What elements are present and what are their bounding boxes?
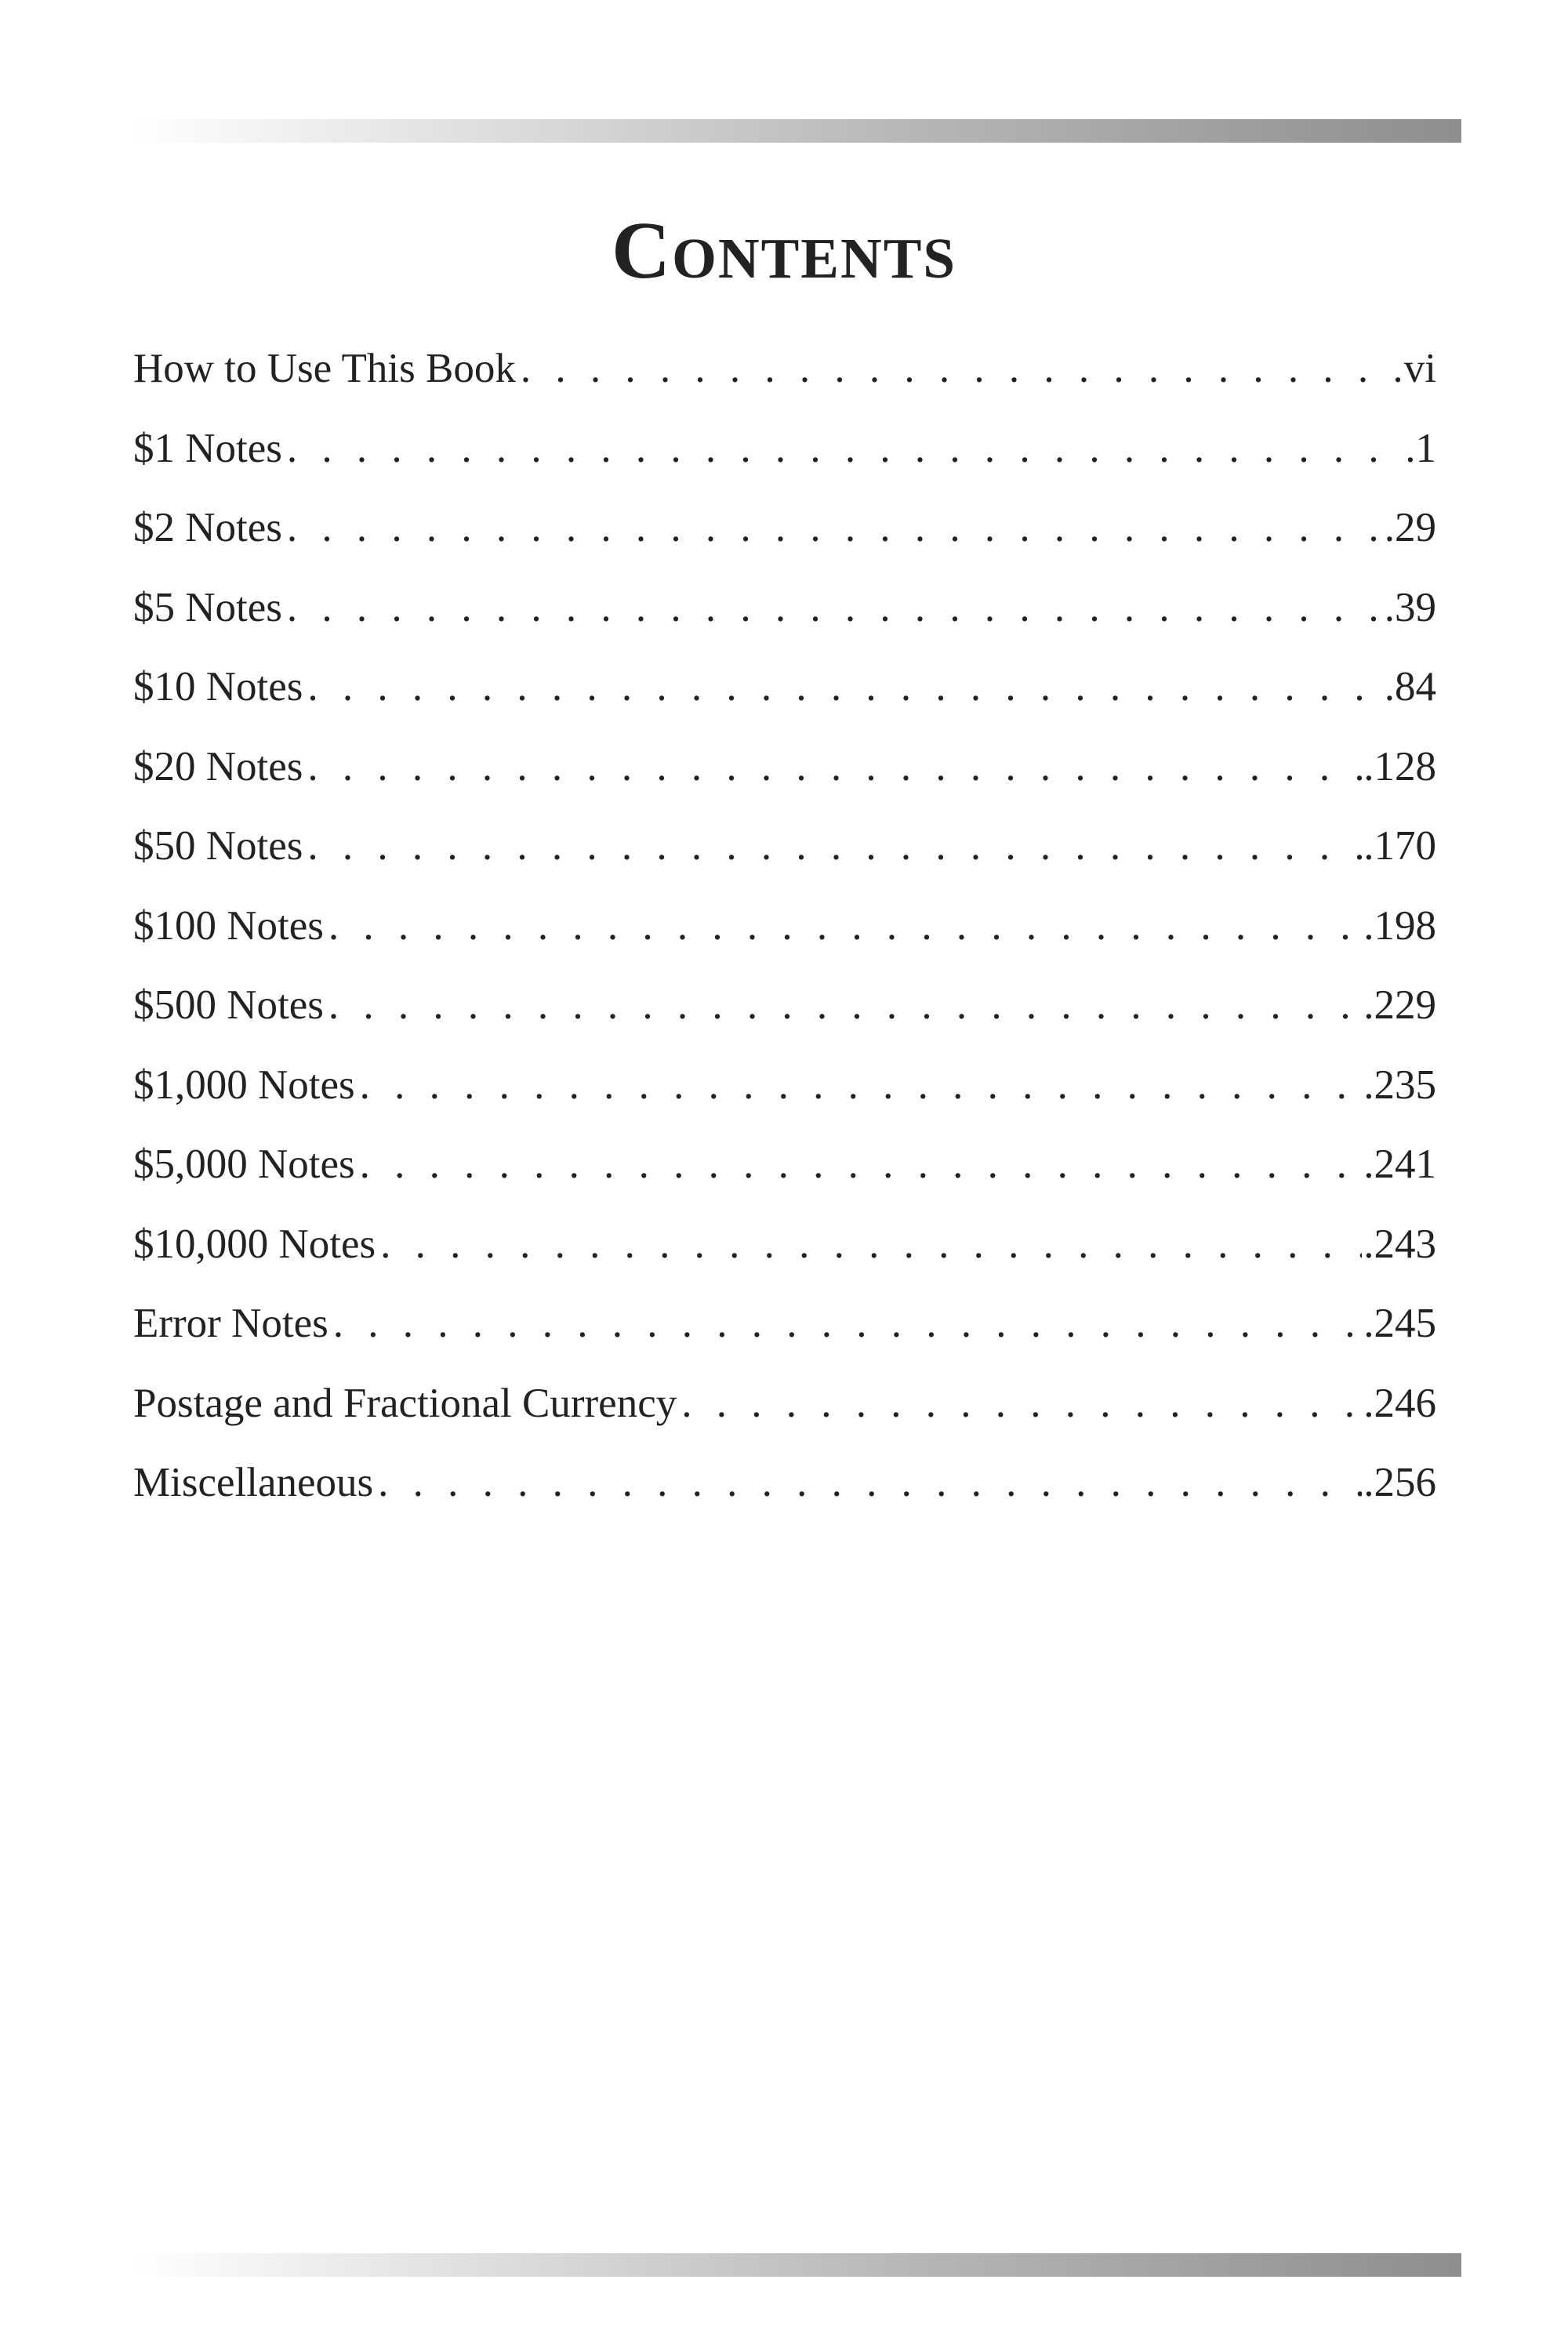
toc-entry[interactable] [133, 648, 1436, 728]
toc-entry[interactable] [133, 728, 1436, 808]
toc-entry-page: .84 [1384, 664, 1436, 710]
toc-entry-page: .245 [1363, 1301, 1436, 1346]
toc-entry[interactable] [133, 568, 1436, 648]
toc-entry-page: .229 [1363, 982, 1436, 1028]
dot-leader [378, 1443, 1362, 1523]
toc-entry-label: Error Notes [133, 1301, 328, 1346]
dot-leader [333, 1284, 1363, 1364]
toc-entry[interactable] [133, 1205, 1436, 1285]
toc-entry[interactable] [133, 1443, 1436, 1523]
dot-leader [360, 1125, 1363, 1205]
toc-entry-label: $20 Notes [133, 743, 303, 789]
toc-entry[interactable] [133, 807, 1436, 887]
toc-entry-page: vi [1403, 346, 1436, 391]
toc-entry-label: $1,000 Notes [133, 1062, 355, 1108]
dot-leader [307, 648, 1382, 728]
toc-entry-page: .256 [1363, 1460, 1436, 1505]
toc-entry[interactable] [133, 1125, 1436, 1205]
dot-leader [328, 966, 1362, 1046]
toc-entry-page: .198 [1363, 902, 1436, 949]
dot-leader [360, 1046, 1363, 1126]
toc-entry-label: $5 Notes [133, 584, 282, 630]
toc-entry-label: $500 Notes [133, 982, 324, 1028]
dot-leader [328, 887, 1362, 967]
toc-entry-label: $1 Notes [133, 425, 282, 471]
page-title: Contents [612, 205, 956, 296]
toc-entry-label: Postage and Fractional Currency [133, 1380, 677, 1426]
top-decorative-rule [133, 119, 1461, 143]
dot-leader [287, 488, 1383, 568]
toc-entry[interactable] [133, 329, 1436, 409]
toc-entry-page: .128 [1363, 743, 1436, 789]
dot-leader [307, 807, 1362, 887]
bottom-decorative-rule [133, 2253, 1461, 2277]
toc-entry[interactable] [133, 1364, 1436, 1444]
dot-leader [681, 1364, 1362, 1444]
toc-entry-page: .1 [1405, 425, 1436, 471]
toc-entry-label: $5,000 Notes [133, 1142, 355, 1187]
toc-entry-label: $100 Notes [133, 902, 324, 949]
toc-entry[interactable] [133, 1284, 1436, 1364]
toc-entry[interactable] [133, 966, 1436, 1046]
toc-entry[interactable] [133, 887, 1436, 967]
toc-entry-label: Miscellaneous [133, 1460, 374, 1505]
toc-entry-label: $10 Notes [133, 664, 303, 710]
toc-entry[interactable] [133, 1046, 1436, 1126]
toc-entry-label: $2 Notes [133, 505, 282, 550]
toc-entry-label: How to Use This Book [133, 346, 516, 391]
dot-leader [287, 409, 1403, 489]
toc-entry[interactable] [133, 409, 1436, 489]
toc-entry[interactable] [133, 488, 1436, 568]
toc-entry-page: .39 [1384, 584, 1436, 630]
dot-leader [380, 1205, 1362, 1285]
toc-entry-page: .243 [1363, 1221, 1436, 1267]
table-of-contents [133, 329, 1436, 1523]
toc-entry-label: $50 Notes [133, 823, 303, 869]
dot-leader [521, 329, 1403, 409]
dot-leader [307, 728, 1362, 808]
toc-entry-page: .235 [1363, 1062, 1436, 1108]
toc-entry-page: .246 [1363, 1380, 1436, 1426]
toc-entry-page: .29 [1384, 505, 1436, 550]
toc-entry-page: .170 [1363, 823, 1436, 869]
toc-entry-page: .241 [1363, 1142, 1436, 1187]
dot-leader [287, 568, 1383, 648]
toc-entry-label: $10,000 Notes [133, 1221, 376, 1267]
